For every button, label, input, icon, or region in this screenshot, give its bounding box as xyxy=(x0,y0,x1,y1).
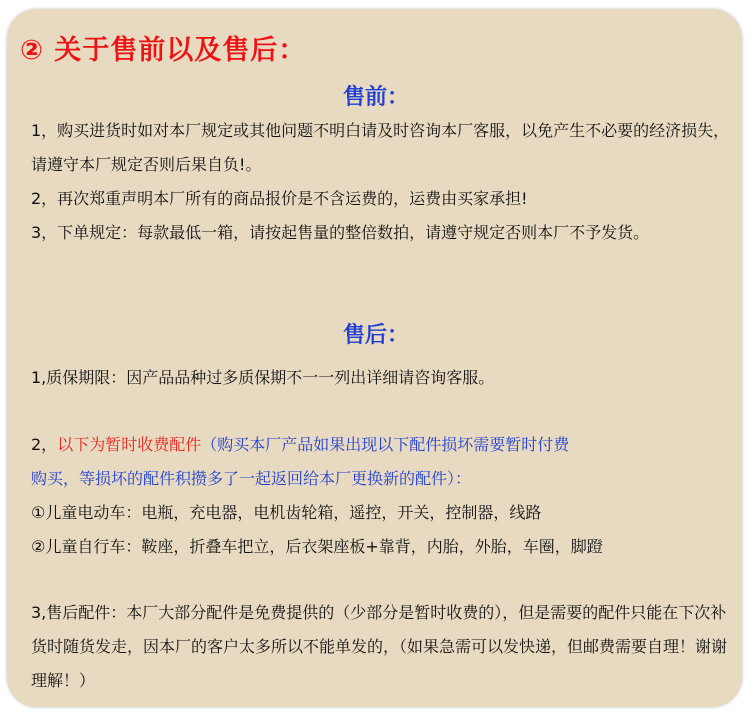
pre-sale-item-2: 2，再次郑重声明本厂所有的商品报价是不含运费的，运费由买家承担! xyxy=(31,189,528,208)
after-sale-heading: 售后： xyxy=(342,323,409,348)
page-title: ② 关于售前以及售后： xyxy=(20,35,307,66)
temporary-charge-parts-label: 以下为暂时收费配件 xyxy=(57,435,202,454)
kids-electric-car-parts: ①儿童电动车：电瓶，充电器，电机齿轮箱，遥控，开关，控制器，线路 xyxy=(31,503,542,522)
pre-sale-item-1: 1，购买进货时如对本厂规定或其他问题不明白请及时咨询本厂客服，以免产生不必要的经济损失，请遵守本厂规定否则后果自负!。 xyxy=(31,121,730,174)
after-sale-item-2 xyxy=(31,432,569,455)
pre-sale-heading: 售前： xyxy=(342,85,409,110)
item-2-number: 2， xyxy=(31,435,58,454)
after-sale-item-3: 3,售后配件：本厂大部分配件是免费提供的（少部分是暂时收费的），但是需要的配件只能在下次补货时随货发走，因本厂的客户太多所以不能单发的，（如果急需可以发快递，但邮费需要自理！谢谢理解！） xyxy=(31,603,728,690)
temporary-charge-note-line-2: 购买，等损坏的配件积攒多了一起返回给本厂更换新的配件）： xyxy=(31,469,472,488)
kids-bicycle-parts: ②儿童自行车：鞍座，折叠车把立，后衣架座板+靠背，内胎，外胎，车圈，脚蹬 xyxy=(31,537,603,556)
pre-sale-item-3: 3，下单规定：每款最低一箱，请按起售量的整倍数拍，请遵守规定否则本厂不予发货。 xyxy=(31,223,650,242)
temporary-charge-note-line-1: （购买本厂产品如果出现以下配件损坏需要暂时付费 xyxy=(201,435,570,454)
after-sale-item-1: 1,质保期限：因产品品种过多质保期不一一列出详细请咨询客服。 xyxy=(31,368,495,387)
